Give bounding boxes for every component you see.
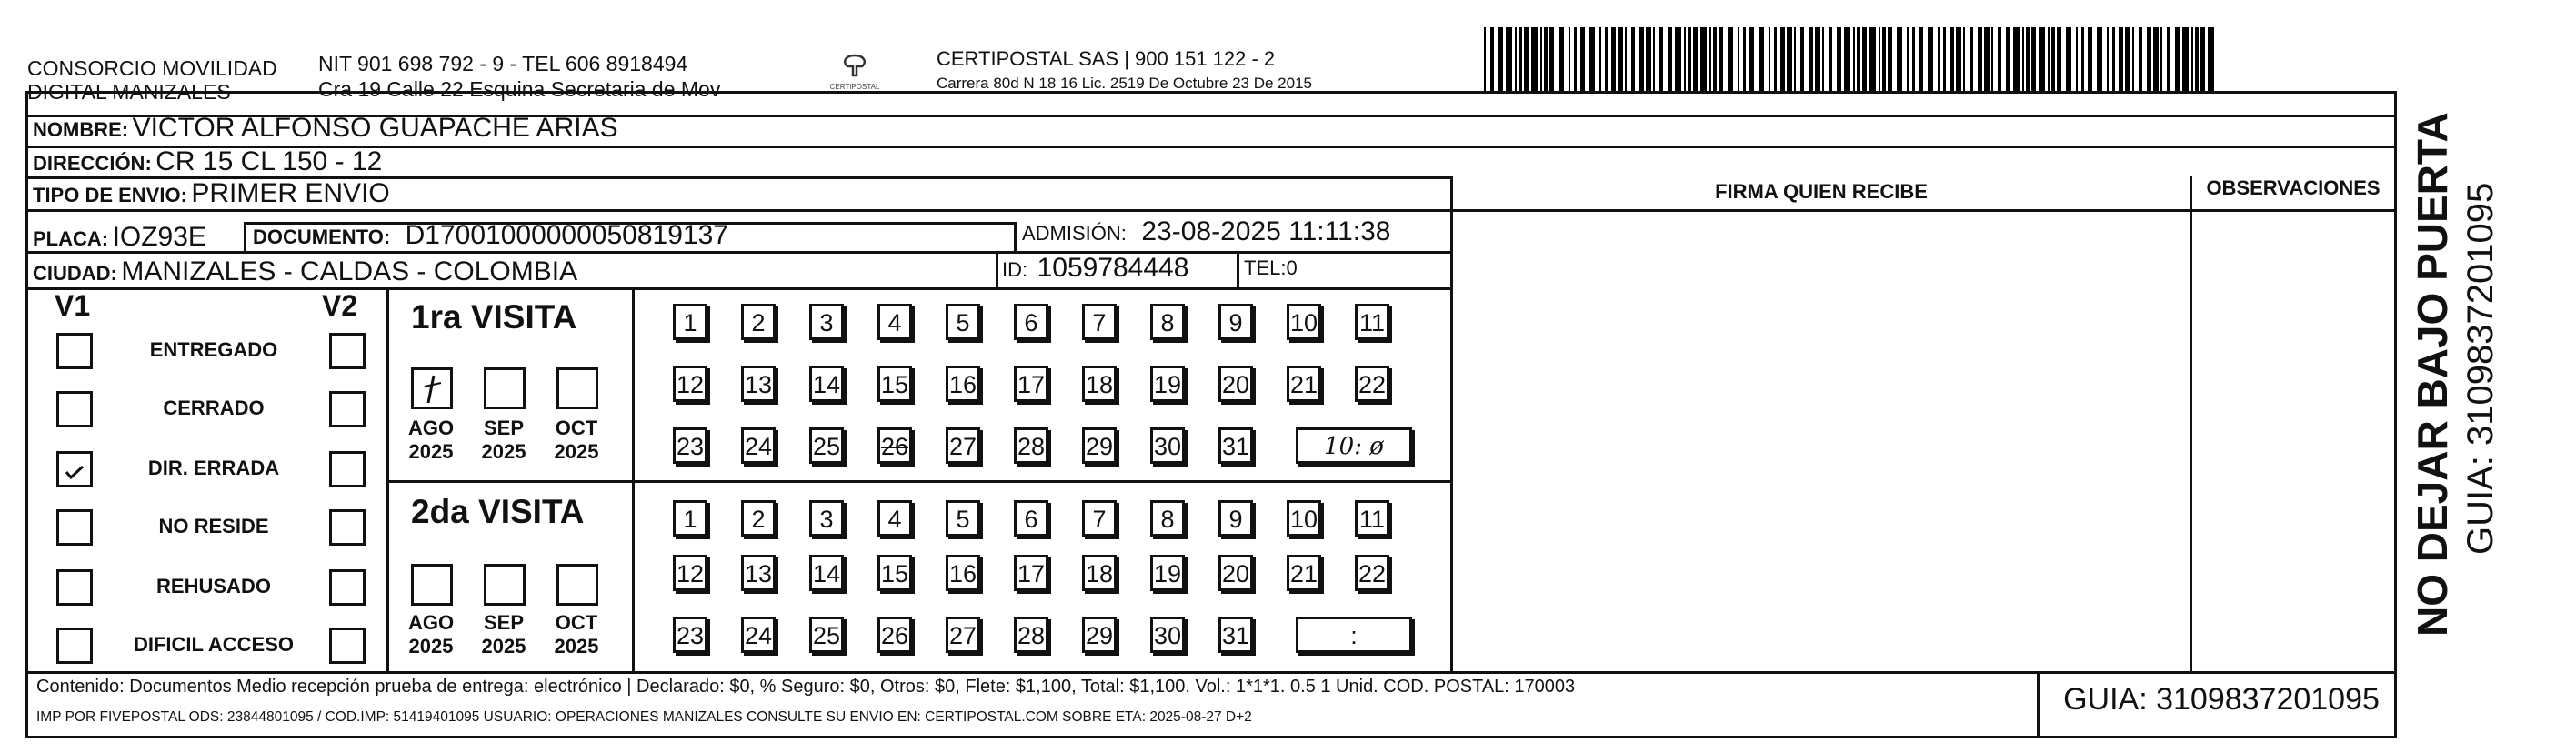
courier-info: [937, 47, 1312, 93]
firma-header: FIRMA QUIEN RECIBE: [1715, 180, 1928, 203]
visit2-day-box[interactable]: 28: [1014, 617, 1048, 653]
visit1-day-box[interactable]: 12: [673, 366, 707, 402]
visit1-time-box[interactable]: [1296, 427, 1412, 464]
visit1-day-box[interactable]: 19: [1150, 366, 1185, 402]
visit2-month-checkbox[interactable]: [556, 564, 598, 606]
visit2-day-box[interactable]: 4: [877, 500, 912, 537]
month-year: 2025: [481, 440, 526, 463]
visit1-day-box[interactable]: 17: [1014, 366, 1048, 402]
status-option-label: DIR. ERRADA: [147, 457, 280, 479]
admision-field: [1022, 216, 1390, 247]
visit1-day-box[interactable]: 30: [1150, 427, 1185, 464]
pen-mark-icon: [414, 370, 450, 407]
visit2-day-box[interactable]: 27: [946, 617, 980, 653]
footer-imp: IMP POR FIVEPOSTAL ODS: 23844801095 / COD.IMP: 51419401095 USUARIO: OPERACIONES MANIZALES CONSULTE SU ENVIO EN: CERTIPOSTAL.COM SOBRE ETA: 2025-08-27 D+2: [36, 709, 1252, 725]
nombre-label: NOMBRE:: [33, 118, 129, 141]
id-label: ID:: [1002, 258, 1028, 281]
visit1-day-box[interactable]: 2: [741, 304, 776, 340]
visit2-title: 2da VISITA: [411, 493, 585, 530]
visit1-day-box[interactable]: 20: [1218, 366, 1253, 402]
v1-checkbox[interactable]: [56, 509, 93, 546]
visit2-day-box[interactable]: 29: [1082, 617, 1117, 653]
visit2-month-label: [478, 611, 529, 658]
visit1-day-box[interactable]: 25: [809, 427, 844, 464]
visit2-day-box[interactable]: 15: [877, 555, 912, 591]
barcode: [1484, 27, 2216, 93]
direccion-row: [33, 146, 382, 177]
visit2-day-box[interactable]: 24: [741, 617, 776, 653]
admision-value: 23-08-2025 11:11:38: [1141, 216, 1391, 246]
logo-icon: [837, 53, 873, 78]
visit1-day-box[interactable]: 3: [809, 304, 844, 340]
v2-checkbox[interactable]: [329, 509, 366, 546]
visit1-day-box[interactable]: 31: [1218, 427, 1253, 464]
v2-checkbox[interactable]: [329, 333, 366, 369]
company-address: Cra 19 Calle 22 Esquina Secretaria de Mov: [318, 77, 721, 101]
month-name: OCT: [555, 417, 598, 439]
visit2-month-checkbox[interactable]: [411, 564, 453, 606]
visit1-day-box[interactable]: 4: [877, 304, 912, 340]
direccion-value: CR 15 CL 150 - 12: [155, 146, 383, 176]
v2-checkbox[interactable]: [329, 569, 366, 606]
visit2-day-box[interactable]: 10: [1287, 500, 1321, 537]
company-line-1: CONSORCIO MOVILIDAD: [27, 56, 277, 80]
month-year: 2025: [408, 440, 454, 463]
visit1-day-box[interactable]: 14: [809, 366, 844, 402]
visit2-day-box[interactable]: 7: [1082, 500, 1117, 537]
v1-checkbox[interactable]: [56, 391, 93, 427]
v1-checkbox[interactable]: [56, 569, 93, 606]
visit1-day-box-marked[interactable]: 26: [877, 427, 912, 464]
tel-field: [1244, 256, 1298, 280]
visit2-day-box[interactable]: 25: [809, 617, 844, 653]
visit2-day-box[interactable]: 6: [1014, 500, 1048, 537]
visit2-month-label: [551, 611, 602, 658]
documento-field: [253, 220, 728, 251]
no-dejar-warning: NO DEJAR BAJO PUERTA: [2409, 112, 2456, 637]
tipo-envio-label: TIPO DE ENVIO:: [33, 184, 187, 206]
visit1-day-box[interactable]: 8: [1150, 304, 1185, 340]
visit1-day-box[interactable]: 16: [946, 366, 980, 402]
visit1-title: 1ra VISITA: [411, 298, 577, 336]
visit1-month-checkbox[interactable]: [556, 367, 598, 409]
v2-header: V2: [322, 289, 358, 322]
status-option-label: REHUSADO: [156, 575, 271, 597]
ciudad-value: MANIZALES - CALDAS - COLOMBIA: [121, 256, 578, 286]
nombre-row: [33, 113, 618, 144]
nit-line: NIT 901 698 792 - 9 - TEL 606 8918494: [318, 52, 688, 75]
visit2-day-box[interactable]: 18: [1082, 555, 1117, 591]
visit2-time-value: :: [1350, 622, 1358, 649]
visit1-day-box[interactable]: 27: [946, 427, 980, 464]
visit1-day-box[interactable]: 10: [1287, 304, 1321, 340]
visit2-day-box[interactable]: 19: [1150, 555, 1185, 591]
visit1-month-label: [551, 417, 602, 464]
id-field: [1002, 253, 1188, 284]
month-year: 2025: [554, 440, 599, 463]
documento-value: D17001000000050819137: [405, 220, 728, 250]
status-option-label: ENTREGADO: [149, 338, 278, 361]
visit2-day-box[interactable]: 5: [946, 500, 980, 537]
visit1-day-box[interactable]: 24: [741, 427, 776, 464]
visit1-day-box[interactable]: 6: [1014, 304, 1048, 340]
visit2-day-box[interactable]: 13: [741, 555, 776, 591]
v2-checkbox[interactable]: [329, 451, 366, 487]
ciudad-label: CIUDAD:: [33, 262, 117, 285]
month-year: 2025: [554, 635, 599, 658]
visit1-day-box[interactable]: 7: [1082, 304, 1117, 340]
v2-checkbox[interactable]: [329, 391, 366, 427]
visit2-day-box[interactable]: 8: [1150, 500, 1185, 537]
v1-checkbox[interactable]: [56, 628, 93, 664]
visit2-day-box[interactable]: 21: [1287, 555, 1321, 591]
footer-guia: GUIA: 3109837201095: [2063, 682, 2380, 717]
visit2-day-box[interactable]: 22: [1355, 555, 1389, 591]
placa-field: [33, 222, 206, 253]
visit1-day-box[interactable]: 18: [1082, 366, 1117, 402]
visit1-day-box[interactable]: 1: [673, 304, 707, 340]
visit1-month-label: [478, 417, 529, 464]
side-guia: GUIA: 3109837201095: [2461, 182, 2501, 555]
tipo-envio-value: PRIMER ENVIO: [191, 178, 390, 208]
v1-header: V1: [55, 289, 91, 322]
v1-checkbox-checked[interactable]: [56, 451, 93, 487]
admision-label: ADMISIÓN:: [1022, 222, 1127, 245]
status-option-label: DIFICIL ACCESO: [133, 633, 294, 656]
id-value: 1059784448: [1037, 253, 1189, 283]
visit1-month-label: [406, 417, 456, 464]
visit1-day-box[interactable]: 13: [741, 366, 776, 402]
visit2-day-box[interactable]: 17: [1014, 555, 1048, 591]
visit2-month-checkbox[interactable]: [484, 564, 526, 606]
month-name: SEP: [483, 417, 525, 439]
visit2-day-box[interactable]: 9: [1218, 500, 1253, 537]
visit2-day-box[interactable]: 11: [1355, 500, 1389, 537]
visit2-time-box[interactable]: [1296, 617, 1412, 653]
v1-checkbox[interactable]: [56, 333, 93, 369]
visit2-day-box[interactable]: 1: [673, 500, 707, 537]
tel-value: 0: [1286, 256, 1298, 279]
visit1-day-box[interactable]: 28: [1014, 427, 1048, 464]
month-name: AGO: [407, 417, 455, 439]
month-year: 2025: [481, 635, 526, 658]
company-line-2: DIGITAL MANIZALES: [27, 80, 231, 104]
month-name: SEP: [483, 611, 525, 634]
visit2-day-box[interactable]: 31: [1218, 617, 1253, 653]
visit2-day-box[interactable]: 20: [1218, 555, 1253, 591]
visit1-day-box[interactable]: 5: [946, 304, 980, 340]
visit2-day-box[interactable]: 14: [809, 555, 844, 591]
check-mark-icon: [59, 454, 90, 485]
visit2-day-box[interactable]: 12: [673, 555, 707, 591]
visit2-day-box[interactable]: 2: [741, 500, 776, 537]
visit1-day-box[interactable]: 23: [673, 427, 707, 464]
ciudad-field: [33, 256, 577, 287]
visit2-day-box[interactable]: 16: [946, 555, 980, 591]
visit1-day-box[interactable]: 21: [1287, 366, 1321, 402]
visit2-day-box[interactable]: 23: [673, 617, 707, 653]
observaciones-header: OBSERVACIONES: [2206, 176, 2381, 199]
tel-label: TEL:: [1244, 256, 1287, 279]
placa-value: IOZ93E: [112, 222, 206, 252]
direccion-label: DIRECCIÓN:: [33, 152, 152, 175]
documento-label: DOCUMENTO:: [253, 226, 391, 248]
month-name: AGO: [407, 611, 455, 634]
nombre-value: VICTOR ALFONSO GUAPACHE ARIAS: [132, 113, 618, 143]
courier-line-2: Carrera 80d N 18 16 Lic. 2519 De Octubre 23 De 2015: [937, 75, 1312, 92]
visit2-day-box[interactable]: 30: [1150, 617, 1185, 653]
tipo-envio-row: [33, 178, 390, 209]
visit1-day-box[interactable]: 22: [1355, 366, 1389, 402]
visit2-day-box[interactable]: 3: [809, 500, 844, 537]
visit1-time-value: 10: ø: [1324, 433, 1384, 460]
visit2-month-label: [406, 611, 456, 658]
placa-label: PLACA:: [33, 227, 109, 250]
footer-contenido: Contenido: Documentos Medio recepción prueba de entrega: electrónico | Declarado: $0, % Seguro: $0, Otros: $0, Flete: $1,100, Total: $1,100. Vol.: 1*1*1. 0.5 1 Unid. COD. POSTAL: 170003: [36, 677, 1576, 697]
visit1-day-box[interactable]: 11: [1355, 304, 1389, 340]
visit1-day-box[interactable]: 29: [1082, 427, 1117, 464]
visit1-month-checkbox[interactable]: [484, 367, 526, 409]
visit1-day-box[interactable]: 15: [877, 366, 912, 402]
month-name: OCT: [555, 611, 598, 634]
visit1-month-checkbox[interactable]: [411, 367, 453, 409]
v2-checkbox[interactable]: [329, 628, 366, 664]
status-option-label: NO RESIDE: [158, 515, 269, 537]
courier-line-1: CERTIPOSTAL SAS | 900 151 122 - 2: [937, 47, 1276, 70]
logo-text: CERTIPOSTAL: [829, 83, 880, 91]
status-option-label: CERRADO: [163, 397, 265, 419]
visit2-day-box[interactable]: 26: [877, 617, 912, 653]
visit1-day-box[interactable]: 9: [1218, 304, 1253, 340]
month-year: 2025: [408, 635, 454, 658]
